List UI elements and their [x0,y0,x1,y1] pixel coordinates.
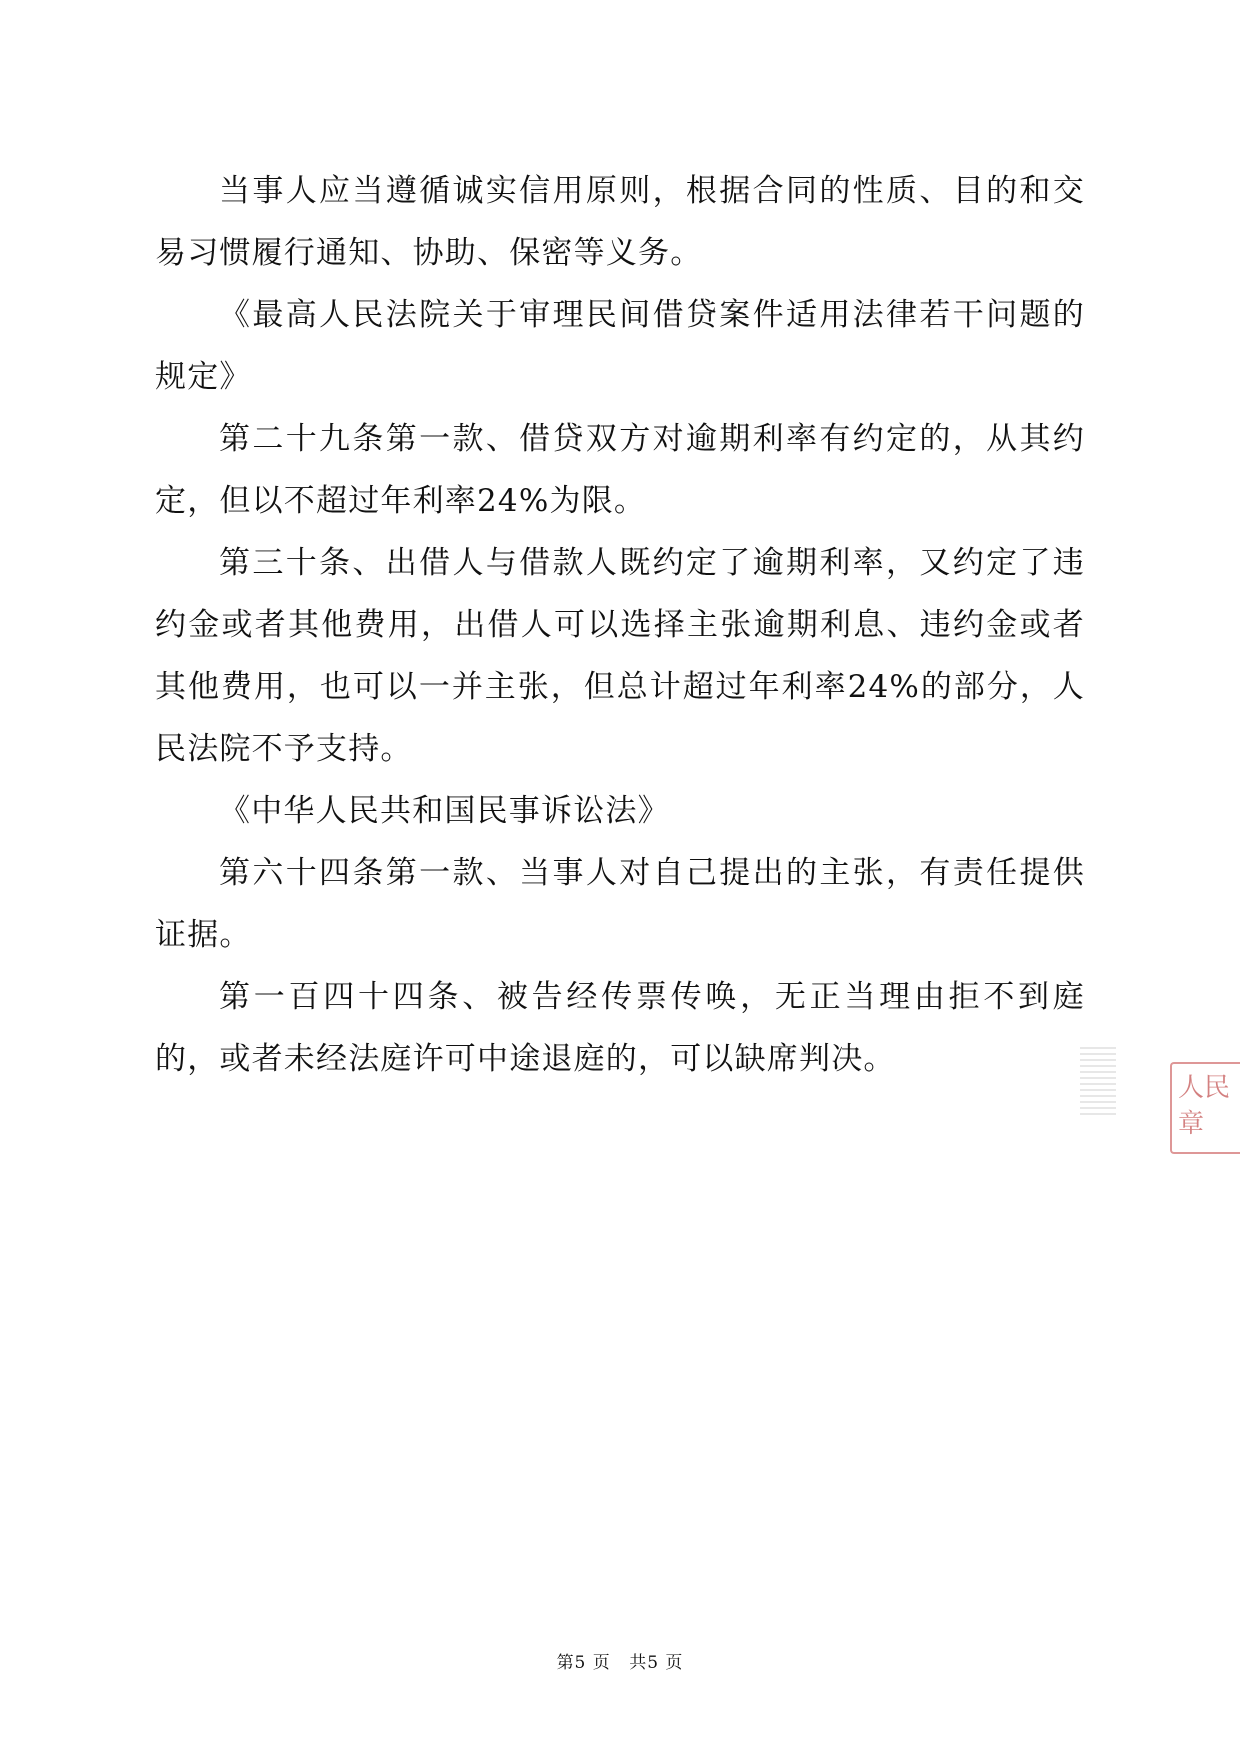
heading-private-lending-provisions: 《最高人民法院关于审理民间借贷案件适用法律若干问题的规定》 [155,297,1085,395]
document-body [155,160,1085,1090]
paragraph-good-faith-obligations: 当事人应当遵循诚实信用原则，根据合同的性质、目的和交易习惯履行通知、协助、保密等义务。 [155,173,1085,271]
stamp-text-line-1: 人民 [1178,1073,1231,1103]
paragraph-article-64: 第六十四条第一款、当事人对自己提出的主张，有责任提供证据。 [155,855,1085,953]
stamp-text-line-2: 章 [1178,1109,1205,1139]
paragraph-article-30: 第三十条、出借人与借款人既约定了逾期利率，又约定了违约金或者其他费用，出借人可以选择主张逾期利息、违约金或者其他费用，也可以一并主张，但总计超过年利率24%的部分，人民法院不予支持。 [155,545,1085,767]
page-footer [0,1648,1240,1673]
paragraph-article-144: 第一百四十四条、被告经传票传唤，无正当理由拒不到庭的，或者未经法庭许可中途退庭的，可以缺席判决。 [155,979,1085,1077]
court-seal-stamp [1170,1062,1240,1154]
heading-civil-procedure-law: 《中华人民共和国民事诉讼法》 [219,793,670,829]
seam-stamp-mark [1080,1045,1116,1115]
total-pages: 共5 页 [629,1653,684,1673]
page-number: 第5 页 [556,1653,611,1673]
paragraph-article-29: 第二十九条第一款、借贷双方对逾期利率有约定的，从其约定，但以不超过年利率24%为限。 [155,421,1085,519]
